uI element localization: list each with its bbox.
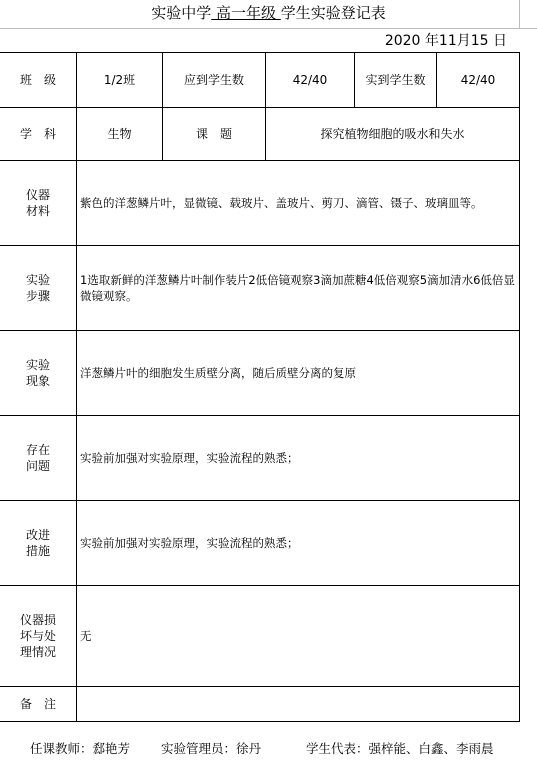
materials-content: 紫色的洋葱鳞片叶，显微镜、载玻片、盖玻片、剪刀、滴管、镊子、玻璃皿等。	[80, 196, 483, 210]
expected-count-value: 42/40	[292, 73, 328, 87]
topic-value: 探究植物细胞的吸水和失水	[320, 127, 465, 141]
problems-label: 存在 问题	[25, 443, 50, 473]
damage-content: 无	[80, 629, 92, 643]
student-representatives: 学生代表：强梓能、白鑫、李雨晨	[306, 741, 494, 756]
grade-name: 高一年级	[215, 4, 276, 22]
phenomenon-label: 实验 现象	[25, 358, 50, 388]
improvements-content: 实验前加强对实验原理，实验流程的熟悉；	[80, 536, 299, 550]
table-right-border	[519, 52, 520, 722]
form-title	[0, 3, 537, 23]
class-value: 1/2班	[103, 73, 136, 87]
steps-content: 1选取新鲜的洋葱鳞片叶制作装片2低倍镜观察3滴加蔗糖4低倍观察5滴加清水6低倍显微镜观察。	[80, 273, 515, 303]
actual-count-value: 42/40	[460, 73, 496, 87]
subject-value: 生物	[107, 127, 132, 141]
problems-content: 实验前加强对实验原理，实验流程的熟悉；	[80, 451, 299, 465]
actual-count-label: 实到学生数	[365, 73, 426, 87]
damage-label: 仪器损 坏与处 理情况	[19, 613, 56, 659]
materials-label: 仪器 材料	[25, 188, 50, 218]
teacher-signature: 任课教师：郄艳芳	[30, 741, 131, 756]
subject-label: 学 科	[19, 127, 56, 141]
school-name: 实验中学	[151, 4, 212, 22]
steps-label: 实验 步骤	[25, 273, 50, 303]
title-suffix: 学生实验登记表	[280, 4, 386, 22]
improvements-label: 改进 措施	[25, 528, 50, 558]
remark-label: 备 注	[19, 697, 56, 711]
expected-count-label: 应到学生数	[183, 73, 244, 87]
grid-line	[519, 0, 520, 28]
phenomenon-content: 洋葱鳞片叶的细胞发生质壁分离，随后质壁分离的复原	[80, 366, 356, 380]
manager-signature: 实验管理员：徐丹	[161, 741, 262, 756]
topic-label: 课 题	[195, 127, 232, 141]
grid-line	[0, 28, 537, 29]
table-bottom-border	[0, 721, 520, 722]
remark-content	[77, 687, 519, 721]
class-label: 班 级	[19, 73, 56, 87]
form-date: 2020 年11月15 日	[384, 33, 507, 49]
